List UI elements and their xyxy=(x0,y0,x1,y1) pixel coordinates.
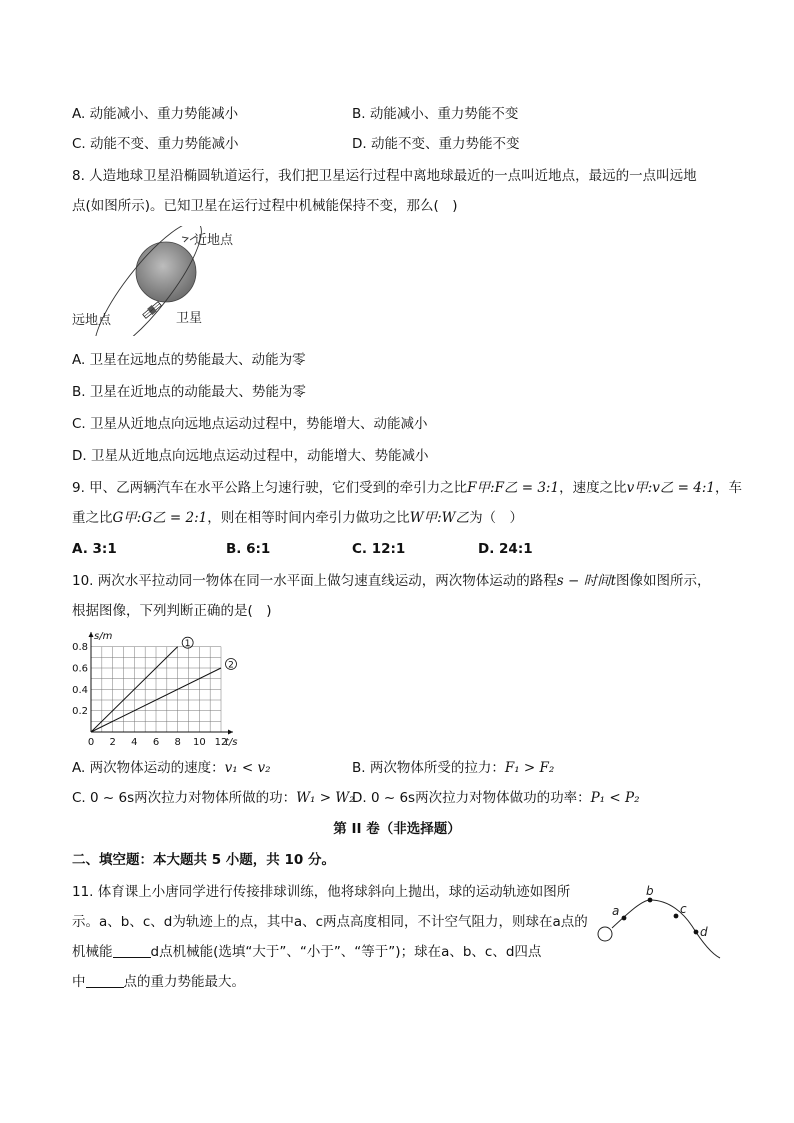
label-c: c xyxy=(680,902,687,916)
y-axis-arrow-icon xyxy=(89,632,94,637)
q8-option-c: C. 卫星从近地点向远地点运动过程中，势能增大、动能减小 xyxy=(72,416,428,432)
point-c xyxy=(674,914,679,919)
x-tick-label: 2 xyxy=(109,737,116,748)
x-tick-label: 4 xyxy=(131,737,138,748)
st-graph xyxy=(70,628,260,754)
q7-option-d: D. 动能不变、重力势能不变 xyxy=(352,136,520,152)
orbit-arrow-icon xyxy=(182,237,188,242)
y-tick-label: 0.2 xyxy=(72,706,88,718)
q9-stem-line2: 重之比G甲:G乙 = 2:1，则在相等时间内牵引力做功之比W甲:W乙为（ ） xyxy=(72,510,524,526)
y-tick-label: 0.4 xyxy=(72,684,88,696)
q11-line1: 11. 体育课上小唐同学进行传接排球训练，他将球斜向上抛出，球的运动轨迹如图所 xyxy=(72,884,571,900)
q10-stem-line2: 根据图像，下列判断正确的是( ) xyxy=(72,603,272,619)
q9-option-a: A. 3:1 xyxy=(72,541,117,557)
ball xyxy=(598,927,612,941)
section2-title: 第 II 卷（非选择题） xyxy=(333,821,461,837)
q7-option-a: A. 动能减小、重力势能减小 xyxy=(72,106,239,122)
ball-trajectory-figure xyxy=(592,884,732,962)
apogee-label: 远地点 xyxy=(72,313,112,328)
x-tick-label: 6 xyxy=(152,737,160,748)
point-d xyxy=(694,930,699,935)
y-tick-label: 0.8 xyxy=(72,642,88,654)
q9-option-d: D. 24:1 xyxy=(478,541,533,557)
x-axis-arrow-icon xyxy=(228,730,233,735)
q8-option-a: A. 卫星在远地点的势能最大、动能为零 xyxy=(72,352,306,368)
q10-option-d: D. 0 ~ 6s两次拉力对物体做功的功率：P₁ < P₂ xyxy=(352,790,640,806)
series-label-2: 2 xyxy=(228,660,234,671)
label-d: d xyxy=(700,925,708,939)
q9-option-c: C. 12:1 xyxy=(352,541,406,557)
x-axis-label: t/s xyxy=(225,737,238,748)
q10-option-c: C. 0 ~ 6s两次拉力对物体所做的功：W₁ > W₂ xyxy=(72,790,355,806)
satellite-label: 卫星 xyxy=(176,311,203,326)
q8-option-d: D. 卫星从近地点向远地点运动过程中，动能增大、势能减小 xyxy=(72,448,429,464)
x-tick-label: 12 xyxy=(214,737,228,748)
section2-heading: 二、填空题：本大题共 5 小题，共 10 分。 xyxy=(72,852,335,868)
label-a: a xyxy=(612,904,620,918)
q8-stem-line2: 点(如图所示)。已知卫星在运行过程中机械能保持不变，那么( ) xyxy=(72,198,458,214)
point-b xyxy=(648,898,653,903)
y-axis-label: s/m xyxy=(94,631,113,642)
q10-option-a: A. 两次物体运动的速度：v₁ < v₂ xyxy=(72,760,271,776)
answer-blank-1[interactable] xyxy=(113,944,151,958)
q11-line2: 示。a、b、c、d为轨迹上的点，其中a、c两点高度相同，不计空气阻力，则球在a点的 xyxy=(72,914,588,930)
q7-option-b: B. 动能减小、重力势能不变 xyxy=(352,106,519,122)
q11-line4: 中 点的重力势能最大。 xyxy=(72,974,245,990)
label-b: b xyxy=(646,884,654,898)
point-a xyxy=(622,916,627,921)
q7-option-c: C. 动能不变、重力势能减小 xyxy=(72,136,239,152)
answer-blank-2[interactable] xyxy=(86,974,124,988)
q10-option-b: B. 两次物体所受的拉力：F₁ > F₂ xyxy=(352,760,555,776)
q10-stem-line1: 10. 两次水平拉动同一物体在同一水平面上做匀速直线运动，两次物体运动的路程s − 时间t图像如图所示， xyxy=(72,573,711,589)
series-label-1: 1 xyxy=(184,639,191,650)
satellite-icon xyxy=(142,301,162,320)
x-tick-label: 10 xyxy=(192,737,206,748)
q9-option-b: B. 6:1 xyxy=(226,541,271,557)
x-tick-label: 0 xyxy=(87,737,95,748)
q11-line3: 机械能 d点机械能(选填“大于”、“小于”、“等于”)；球在a、b、c、d四点 xyxy=(72,944,542,960)
satellite-orbit-figure xyxy=(70,226,260,336)
perigee-label: 近地点 xyxy=(194,233,234,248)
q8-option-b: B. 卫星在近地点的动能最大、势能为零 xyxy=(72,384,306,400)
y-tick-label: 0.6 xyxy=(72,663,88,675)
x-tick-label: 8 xyxy=(174,737,181,748)
q8-stem-line1: 8. 人造地球卫星沿椭圆轨道运行，我们把卫星运行过程中离地球最近的一点叫近地点，最远的一点叫远地 xyxy=(72,168,697,184)
q9-stem-line1: 9. 甲、乙两辆汽车在水平公路上匀速行驶，它们受到的牵引力之比F甲:F乙 = 3:1，速度之比v甲:v乙 = 4:1，车 xyxy=(72,480,743,496)
earth xyxy=(136,242,196,302)
